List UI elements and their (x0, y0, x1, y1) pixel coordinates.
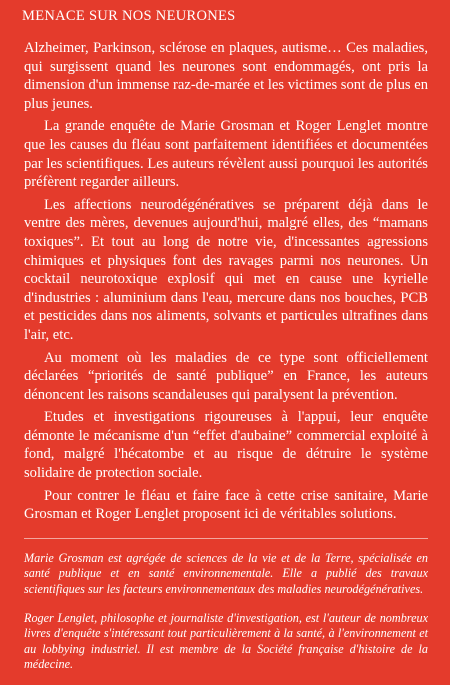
divider (24, 538, 428, 539)
author-bio-lenglet: Roger Lenglet, philosophe et journaliste d'investigation, est l'auteur de nombreux livres d'enquête s'intéressant tout particulièrement à la santé, à l'environnement et au lobbying industriel. Il est membre de la Société française d'histoire de la médecine. (24, 611, 428, 672)
book-title: MENACE SUR NOS NEURONES (22, 8, 236, 24)
blurb (24, 39, 428, 524)
blurb-paragraph-6: Pour contrer le fléau et faire face à cette crise sanitaire, Marie Grosman et Roger Lenglet proposent ici de véritables solutions. (24, 487, 428, 523)
blurb-paragraph-4: Au moment où les maladies de ce type sont officiellement déclarées “priorités de santé publique” en France, les auteurs dénoncent les raisons scandaleuses qui paralysent la prévention. (24, 349, 428, 403)
blurb-paragraph-1: Alzheimer, Parkinson, sclérose en plaques, autisme… Ces maladies, qui surgissent quand les neurones sont endommagés, ont pris la dimension d'un immense raz-de-marée et les victimes sont de plus en plus jeunes. (24, 40, 428, 112)
blurb-paragraph-3: Les affections neurodégénératives se préparent déjà dans le ventre des mères, devenues aujourd'hui, malgré elles, des “mamans toxiques”. Et tout au long de notre vie, d'incessantes agressions chimiques et physiques font des ravages parmi nos neurones. Un cocktail neurotoxique explosif qui met en cause une kyrielle d'industries : aluminium dans l'eau, mercure dans nos bouches, PCB et pesticides dans nos aliments, solvants et particules ultrafines dans l'air, etc. (24, 196, 428, 343)
blurb-paragraph-2: La grande enquête de Marie Grosman et Roger Lenglet montre que les causes du fléau sont parfaitement identifiées et documentées par les scientifiques. Les auteurs révèlent aussi pourquoi les autorités préfèrent regarder ailleurs. (24, 118, 428, 191)
blurb-paragraph-5: Etudes et investigations rigoureuses à l'appui, leur enquête démonte le mécanisme d'un “effet d'aubaine” commercial exploité à fond, malgré l'hécatombe et au risque de détruire le système solidaire de protection sociale. (24, 409, 428, 482)
author-bio-grosman: Marie Grosman est agrégée de sciences de la vie et de la Terre, spécialisée en santé publique et en santé environnementale. Elle a publié des travaux scientifiques sur les facteurs environnementaux des maladies neurodégénératives. (24, 550, 428, 596)
